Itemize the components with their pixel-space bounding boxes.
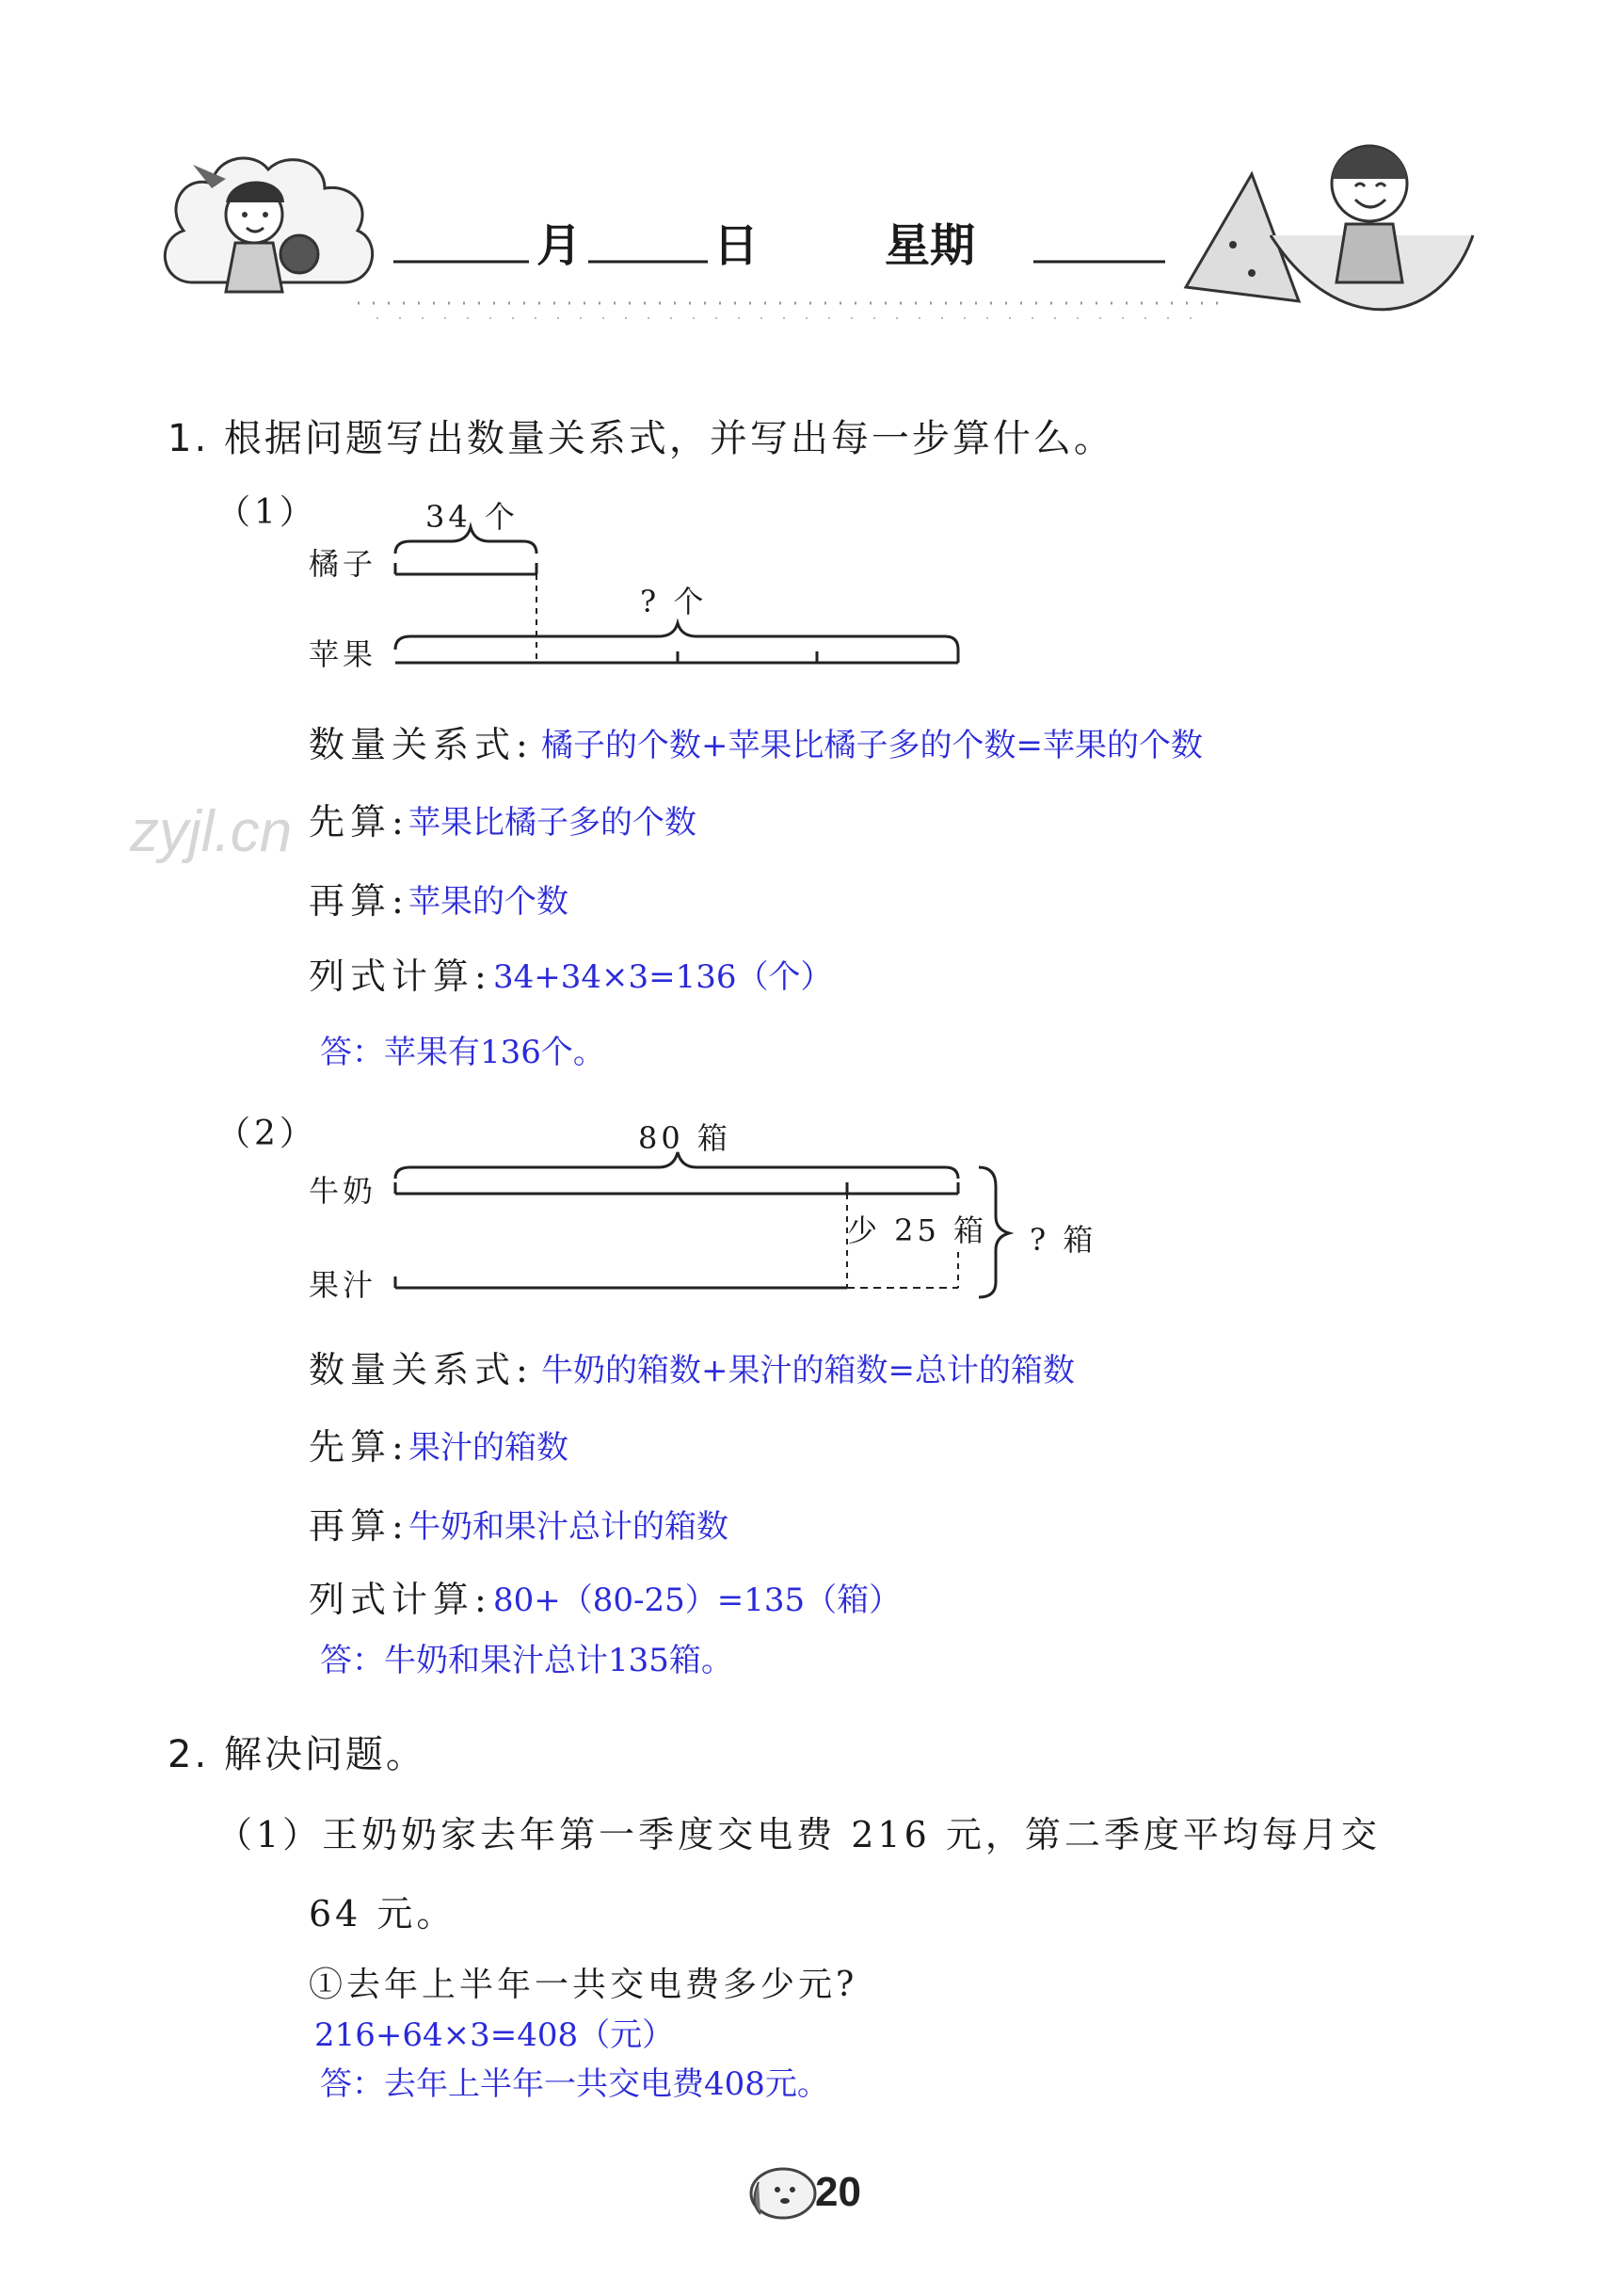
q1-part2-final-answer: 答：牛奶和果汁总计135箱。 (320, 1642, 733, 1679)
header-month-label: 月 (536, 219, 583, 272)
q1-part2-row1-label: 牛奶 (309, 1173, 377, 1209)
q1-part2-total-label: ? 箱 (1030, 1222, 1097, 1258)
q1-part1-relation-label: 数量关系式: (309, 724, 534, 765)
q2-sub1-calc: 216+64×3=408（元） (314, 2016, 675, 2054)
q1-part1-calc-answer: 34+34×3=136（个） (493, 958, 833, 996)
header-day-label: 日 (713, 219, 760, 272)
question-1-title: 1. 根据问题写出数量关系式，并写出每一步算什么。 (168, 417, 1114, 460)
q1-part2-first-label: 先算: (309, 1426, 409, 1468)
q1-part1-index: （1） (216, 493, 317, 532)
watermark: zyjl.cn (130, 799, 293, 864)
q2-part1-line2: 64 元。 (309, 1893, 456, 1935)
header-weekday-label: 星期 (885, 219, 976, 272)
q1-part2-relation-answer: 牛奶的箱数+果汁的箱数=总计的箱数 (541, 1352, 1075, 1389)
q1-part2-then-answer: 牛奶和果汁总计的箱数 (408, 1508, 728, 1546)
q1-part1-first-label: 先算: (309, 801, 409, 843)
q1-part2-first-answer: 果汁的箱数 (408, 1429, 568, 1467)
q1-part2-index: （2） (216, 1115, 317, 1153)
q1-part2-top-brace-label: 80 箱 (638, 1120, 731, 1156)
q1-part2-calc-label: 列式计算: (309, 1579, 492, 1620)
girl-with-watermelon-illustration (1186, 146, 1473, 310)
girl-with-ball-illustration (165, 158, 372, 292)
q1-part1-final-answer: 答：苹果有136个。 (320, 1034, 605, 1071)
q1-part2-relation-label: 数量关系式: (309, 1349, 534, 1390)
q1-part2-calc-answer: 80+（80-25）=135（箱） (493, 1582, 902, 1619)
q2-part1-line1: （1）王奶奶家去年第一季度交电费 216 元，第二季度平均每月交 (216, 1814, 1381, 1855)
q1-part2-less-label: 少 25 箱 (847, 1212, 988, 1248)
q1-part2-then-label: 再算: (309, 1505, 409, 1547)
page-number: 20 (815, 2169, 861, 2215)
q2-sub1-answer: 答：去年上半年一共交电费408元。 (320, 2065, 829, 2103)
header-decor (0, 0, 1616, 339)
question-2-title: 2. 解决问题。 (168, 1733, 426, 1776)
q1-part1-row2-label: 苹果 (309, 636, 377, 672)
q1-part1-mid-brace-label: ? 个 (640, 584, 708, 619)
q1-part2-row2-label: 果汁 (309, 1267, 377, 1303)
q1-part1-then-label: 再算: (309, 880, 409, 922)
q1-part1-then-answer: 苹果的个数 (408, 883, 568, 921)
q1-part1-relation-answer: 橘子的个数+苹果比橘子多的个数=苹果的个数 (541, 727, 1203, 764)
q1-part1-top-brace-label: 34 个 (425, 499, 519, 535)
q2-sub1-question: ①去年上半年一共交电费多少元? (309, 1966, 858, 2004)
q1-part1-calc-label: 列式计算: (309, 955, 492, 997)
q1-part1-first-answer: 苹果比橘子多的个数 (408, 804, 696, 842)
q1-part1-row1-label: 橘子 (309, 546, 377, 582)
